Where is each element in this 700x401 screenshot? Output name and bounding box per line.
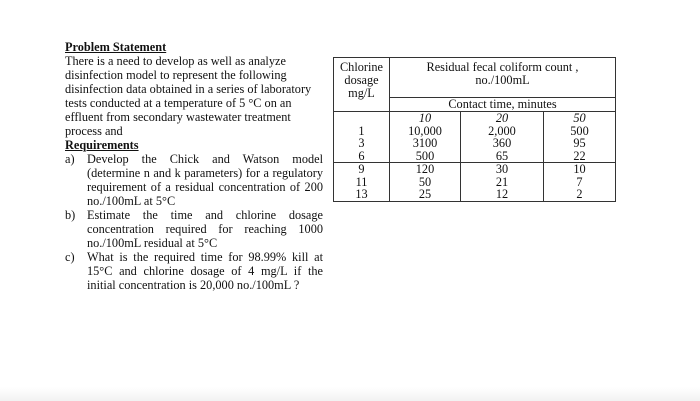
dosage-value: 6 [358, 148, 365, 163]
dosage-value: 3 [358, 136, 365, 150]
count-value: 120 [415, 162, 435, 176]
count-value: 65 [495, 148, 509, 163]
time-header-10: 10 [418, 111, 432, 125]
problem-text: There is a need to develop as well as analyze disinfection model to represent the following disinfection data obtained in a series of laboratory tests conducted at a temperature of 5 °C on an effluent from secondary wastewater treatment process and [65, 54, 312, 138]
requirement-text: What is the required time for 98.99% kill at 15°C and chlorine dosage of 4 mg/L if the initial concentration is 20,000 no./100mL ? [87, 250, 323, 292]
time-20-column [461, 163, 544, 202]
count-value: 10,000 [408, 123, 442, 138]
count-value: 7 [576, 174, 583, 189]
count-value: 3100 [412, 136, 438, 150]
count-value: 2 [576, 187, 583, 201]
problem-heading: Problem Statement [65, 40, 167, 54]
count-value: 22 [573, 148, 586, 163]
count-value: 21 [495, 174, 509, 189]
count-value: 500 [415, 148, 435, 163]
requirements-list [65, 152, 323, 292]
disinfection-data-table [333, 57, 616, 202]
count-value: 30 [495, 162, 509, 176]
dosage-column [334, 163, 390, 202]
time-header-20: 20 [495, 111, 509, 125]
dosage-value: 11 [355, 174, 368, 189]
residual-header: Residual fecal coliform count , no./100mL [390, 58, 616, 98]
requirement-item [65, 208, 323, 250]
time-header-50: 50 [573, 111, 586, 125]
requirements-heading: Requirements [65, 138, 139, 152]
count-value: 10 [573, 162, 586, 176]
dosage-column [334, 112, 390, 163]
dosage-value: 1 [358, 123, 365, 138]
count-value: 360 [492, 136, 512, 150]
contact-time-header: Contact time, minutes [390, 98, 616, 112]
requirement-text: Develop the Chick and Watson model (determine n and k parameters) for a regulatory requirement of a residual concentration of 200 no./100mL at 5°C [87, 152, 323, 208]
time-10-column [390, 112, 461, 163]
dosage-value: 9 [358, 162, 365, 176]
time-50-column [544, 112, 616, 163]
dosage-header: Chlorine dosage mg/L [334, 58, 390, 112]
count-value: 500 [570, 123, 589, 138]
time-50-column [544, 163, 616, 202]
dosage-value: 13 [355, 187, 368, 201]
requirement-label: c) [65, 250, 75, 264]
time-20-column [461, 112, 544, 163]
requirement-item [65, 152, 323, 208]
requirement-label: a) [65, 152, 75, 166]
count-value: 95 [573, 136, 586, 150]
count-value: 25 [418, 187, 432, 201]
count-value: 50 [418, 174, 432, 189]
time-10-column [390, 163, 461, 202]
page-bottom-shade [0, 387, 700, 401]
requirement-label: b) [65, 208, 76, 222]
requirement-text: Estimate the time and chlorine dosage concentration required for reaching 1000 no./100mL residual at 5°C [87, 208, 323, 250]
problem-text-block [65, 40, 323, 292]
count-value: 2,000 [488, 123, 516, 138]
count-value: 12 [495, 187, 509, 201]
requirement-item [65, 250, 323, 292]
